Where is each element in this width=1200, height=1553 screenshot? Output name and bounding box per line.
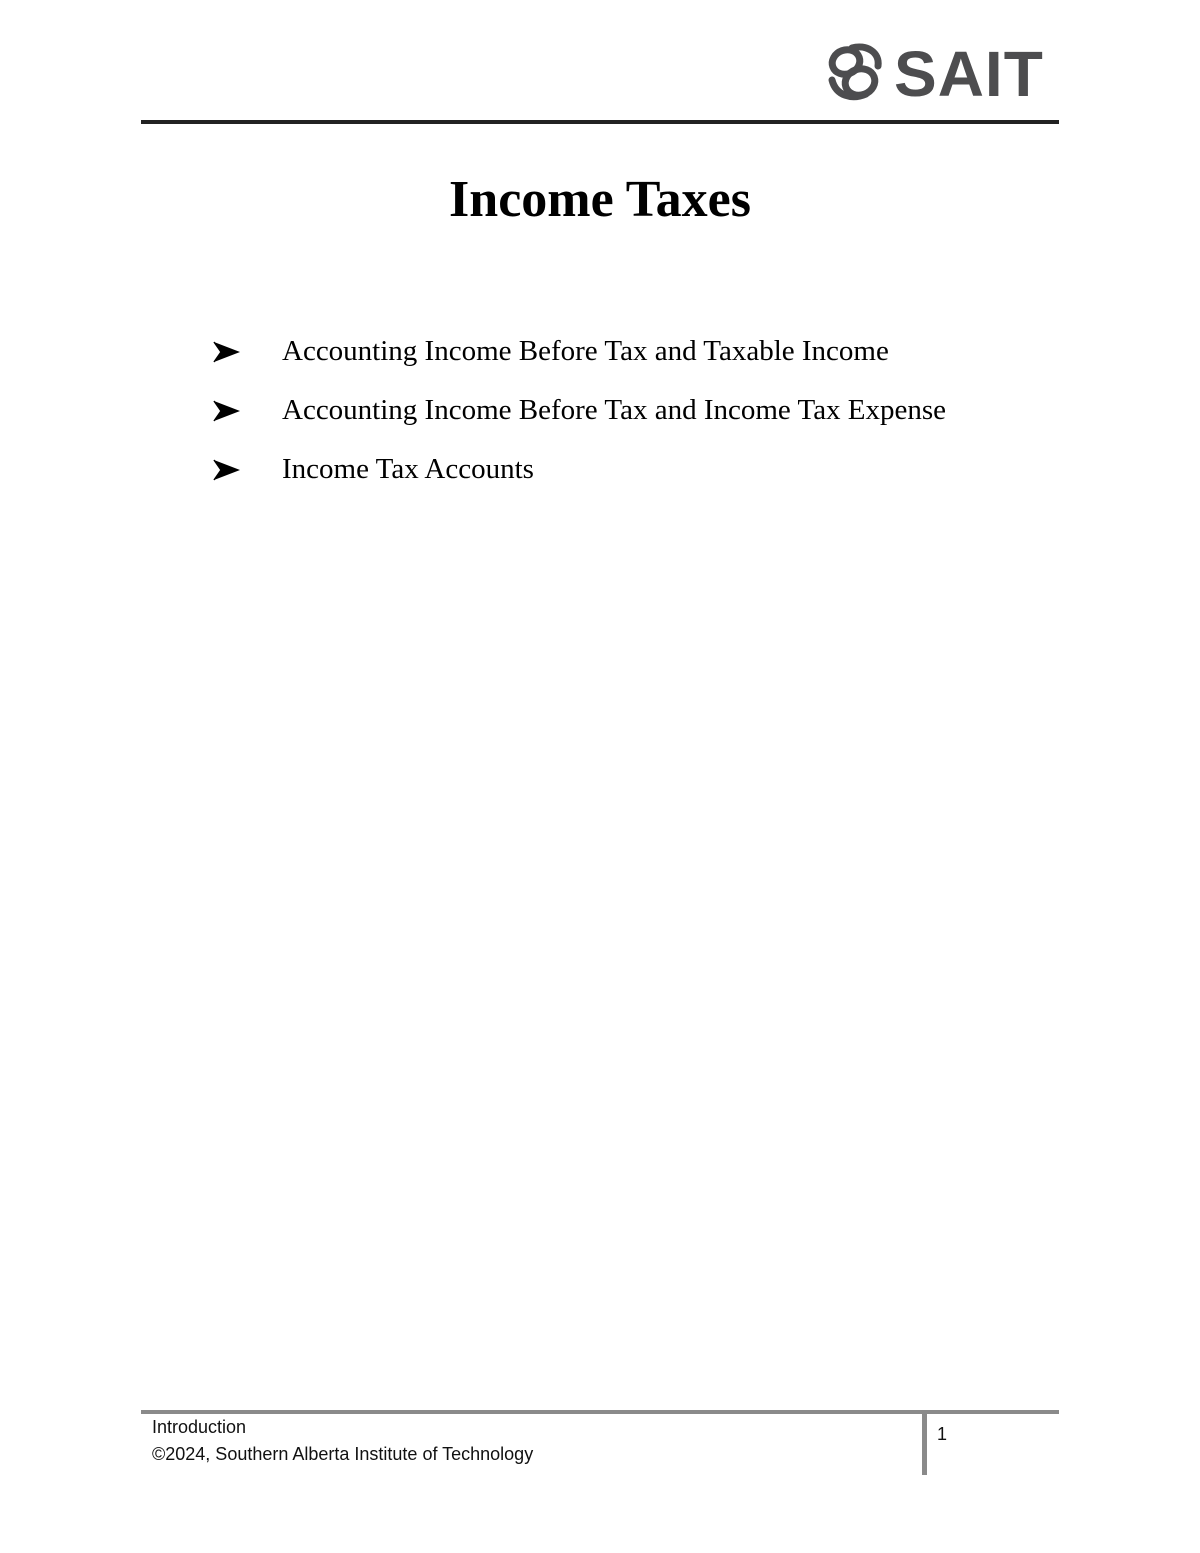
list-item [210,440,946,499]
list-item-text: Accounting Income Before Tax and Income Tax Expense [282,394,947,426]
page-title: Income Taxes [449,171,751,228]
list-item [210,322,946,381]
list-item-text: Accounting Income Before Tax and Taxable Income [282,335,889,367]
header-divider [141,120,1059,124]
arrow-bullet-icon [210,339,244,365]
logo-text: SAIT [894,38,1044,110]
list-item-text: Income Tax Accounts [282,453,534,485]
list-item [210,381,946,440]
footer-section: Introduction [152,1417,247,1437]
footer-vertical-divider [922,1413,927,1475]
footer-copyright: ©2024, Southern Alberta Institute of Technology [152,1444,534,1464]
page-number: 1 [937,1424,948,1444]
footer-info [152,1414,533,1468]
sait-logo [822,36,1068,110]
topic-list [210,322,946,499]
sait-logo-icon [822,40,888,106]
arrow-bullet-icon [210,457,244,483]
arrow-bullet-icon [210,398,244,424]
